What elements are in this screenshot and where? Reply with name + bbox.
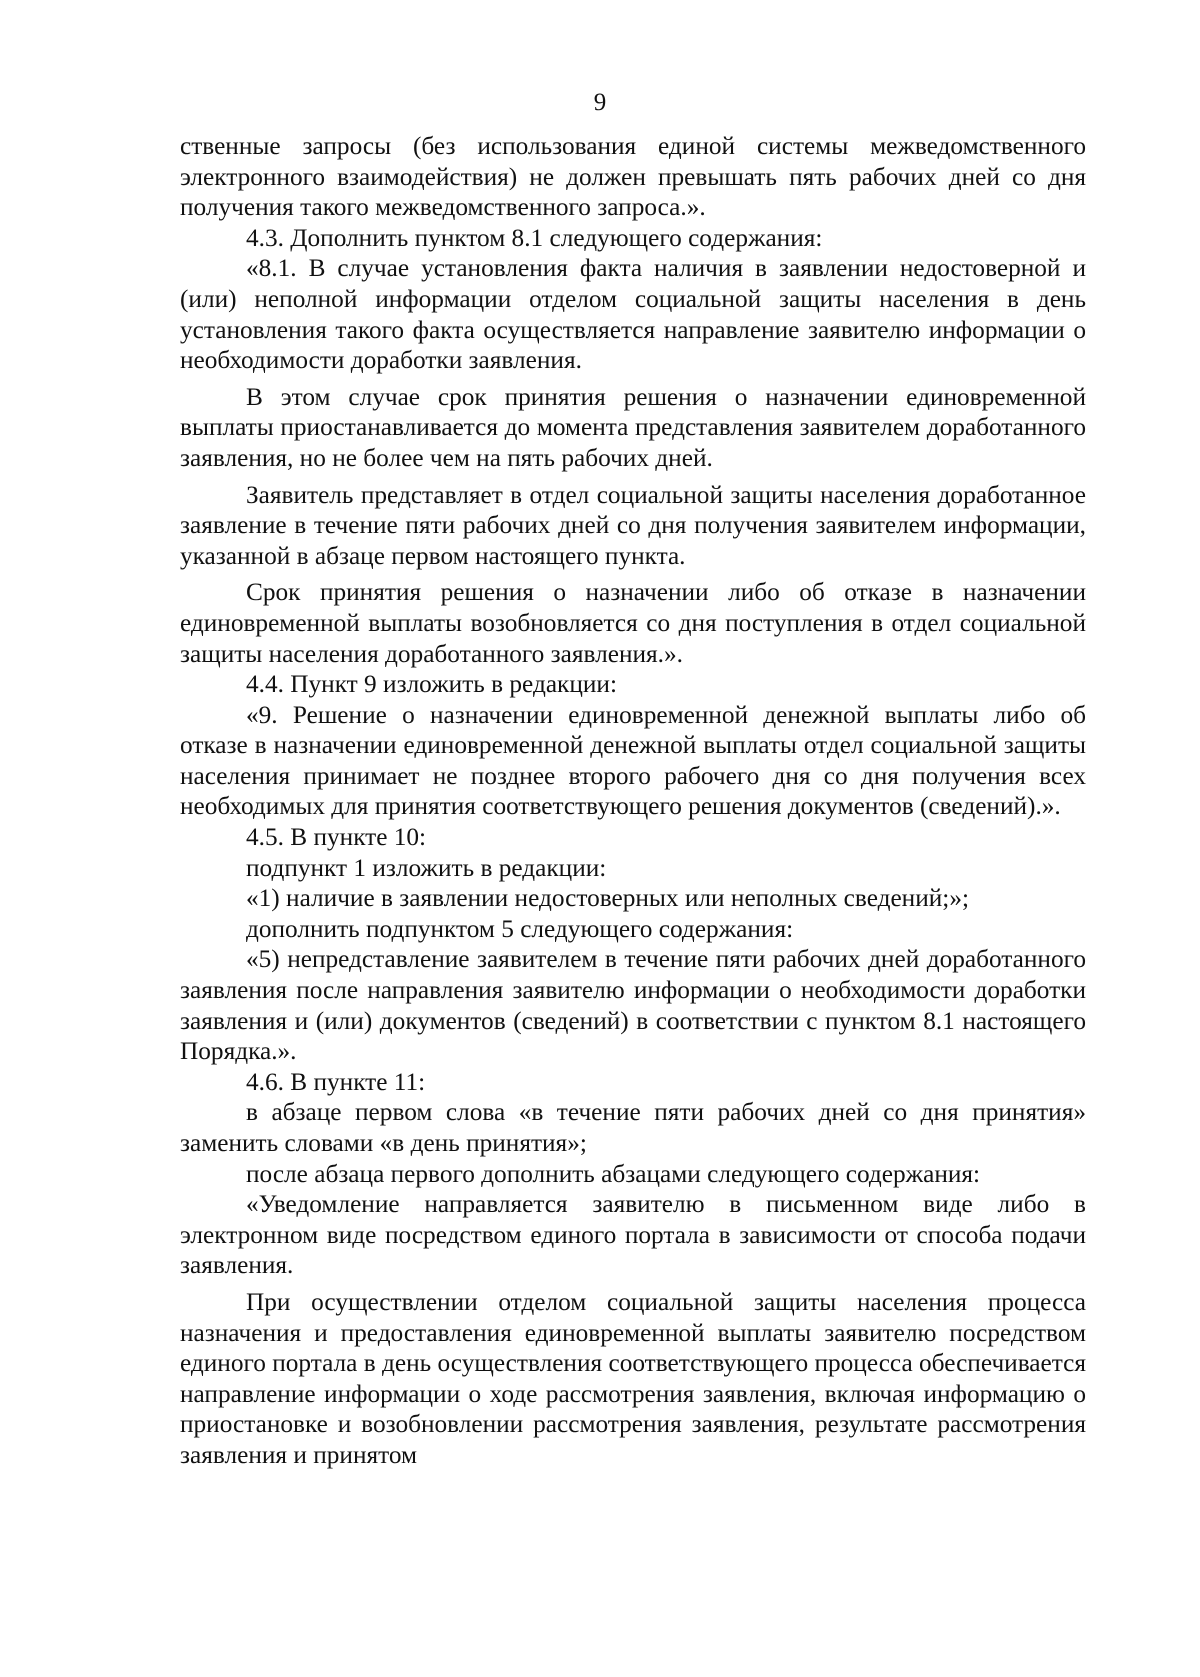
paragraph: «8.1. В случае установления факта наличия в заявлении недостоверной и (или) неполной информации отделом социальной защиты населения в день установления такого факта осуществляется направление заявителю информации о необходимости доработки заявления. [180,254,1086,375]
paragraph: «5) непредставление заявителем в течение пяти рабочих дней доработанного заявления после направления заявителю информации о необходимости доработки заявления и (или) документов (сведений) в соответствии с пунктом 8.1 настоящего Порядка.». [180,945,1086,1066]
paragraph: При осуществлении отделом социальной защиты населения процесса назначения и предоставления единовременной выплаты заявителю посредством единого портала в день осуществления соответствующего процесса обеспечивается направление информации о ходе рассмотрения заявления, включая информацию о приостановке и возобновлении рассмотрения заявления, результате рассмотрения заявления и принятом [180,1287,1086,1469]
paragraph: 4.4. Пункт 9 изложить в редакции: [246,670,617,699]
paragraph: ственные запросы (без использования единой системы межведомственного электронного взаимодействия) не должен превышать пять рабочих дней со дня получения такого межведомственного запроса.». [180,132,1086,222]
paragraph: В этом случае срок принятия решения о назначении единовременной выплаты приостанавливается до момента представления заявителем доработанного заявления, но не более чем на пять рабочих дней. [180,382,1086,472]
paragraph: «1) наличие в заявлении недостоверных или неполных сведений;»; [246,884,969,913]
paragraph: Срок принятия решения о назначении либо об отказе в назначении единовременной выплаты возобновляется со дня поступления в отдел социальной защиты населения доработанного заявления.». [180,578,1086,668]
paragraph: «9. Решение о назначении единовременной денежной выплаты либо об отказе в назначении единовременной денежной выплаты отдел социальной защиты населения принимает не позднее второго рабочего дня со дня получения всех необходимых для принятия соответствующего решения документов (сведений).». [180,700,1086,821]
paragraph: после абзаца первого дополнить абзацами следующего содержания: [246,1159,981,1188]
page-number: 9 [593,89,607,116]
paragraph: 4.3. Дополнить пунктом 8.1 следующего содержания: [246,223,823,252]
paragraph: в абзаце первом слова «в течение пяти рабочих дней со дня принятия» заменить словами «в день принятия»; [180,1098,1086,1157]
paragraph: 4.6. В пункте 11: [246,1067,426,1096]
paragraph: 4.5. В пункте 10: [246,823,427,852]
paragraph: «Уведомление направляется заявителю в письменном виде либо в электронном виде посредством единого портала в зависимости от способа подачи заявления. [180,1190,1086,1280]
paragraph: дополнить подпунктом 5 следующего содержания: [246,914,794,943]
paragraph: Заявитель представляет в отдел социальной защиты населения доработанное заявление в течение пяти рабочих дней со дня получения заявителем информации, указанной в абзаце первом настоящего пункта. [180,480,1086,570]
paragraph: подпункт 1 изложить в редакции: [246,853,607,882]
document-body [180,131,1086,1471]
